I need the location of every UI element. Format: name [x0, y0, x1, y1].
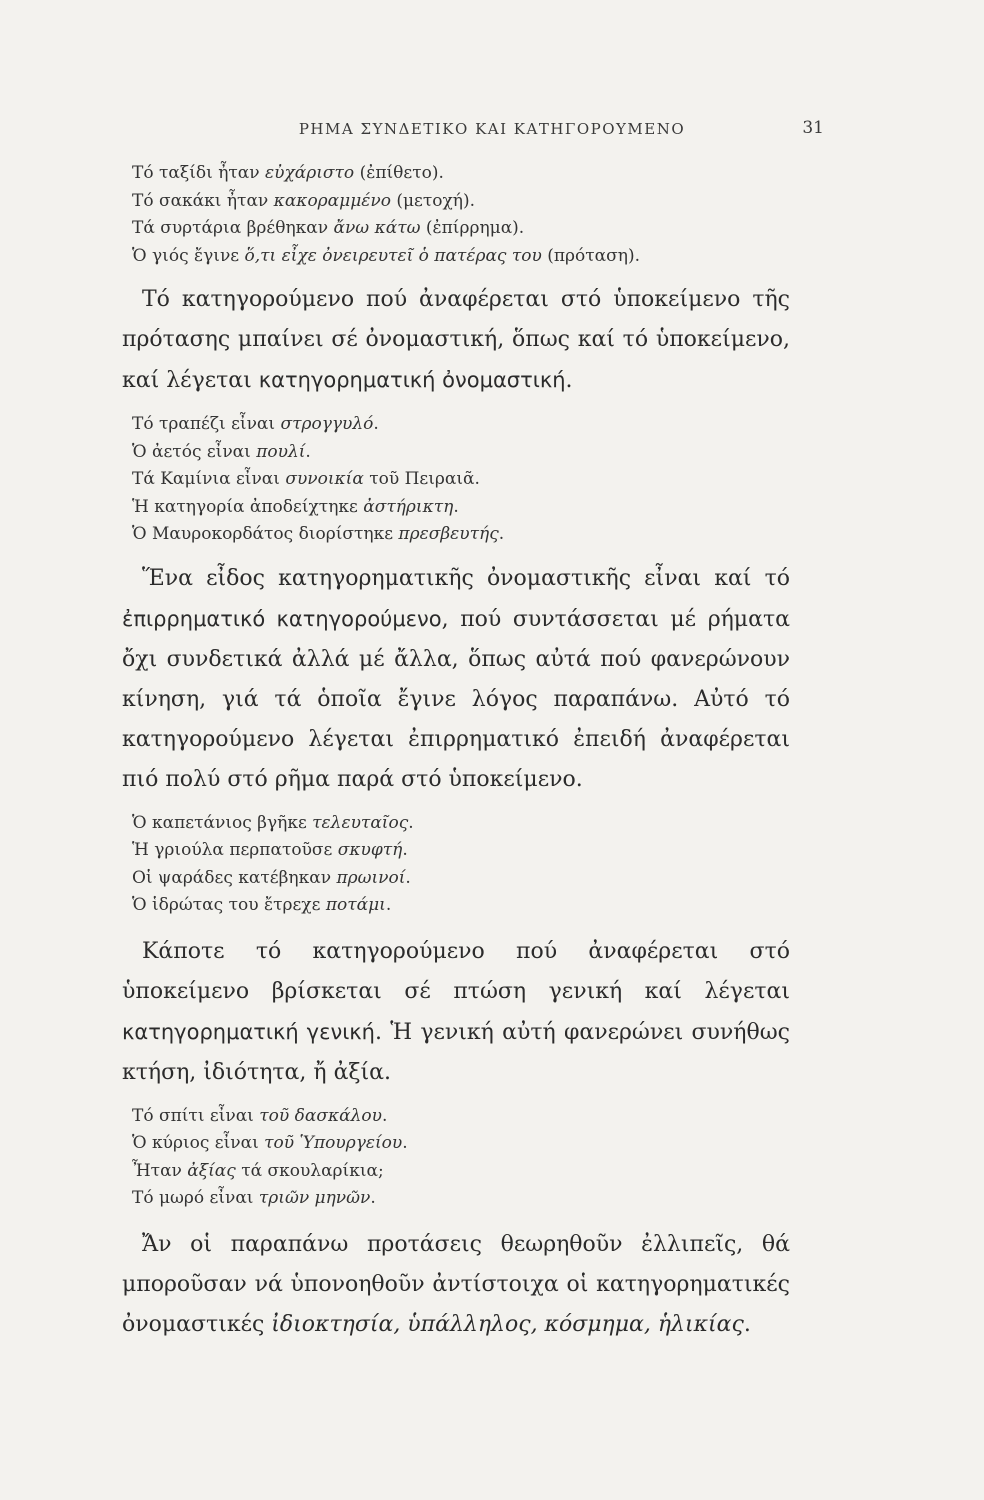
examples-group-4 — [122, 1103, 790, 1213]
example-line: Τό ταξίδι ἦταν εὐχάριστο (ἐπίθετο). — [132, 163, 444, 183]
example-line: Τό σπίτι εἶναι τοῦ δασκάλου. — [132, 1105, 388, 1126]
example-line: Οἱ ψαράδες κατέβηκαν πρωινοί. — [132, 867, 411, 888]
examples-group-3 — [122, 810, 790, 920]
term-highlight: κατηγορηματική ὀνομαστική — [258, 368, 566, 392]
example-line: Ὁ Μαυροκορδάτος διορίστηκε πρεσβευτής. — [132, 524, 505, 544]
paragraph-4: Ἄν οἱ παραπάνω προτάσεις θεωρηθοῦν ἐλλιπεῖς, θά μποροῦσαν νά ὑπονοηθοῦν ἀντίστοιχα οἱ κατηγορηματικές ὀνομαστικές ἰδιοκτησία, ὑπάλληλος, κόσμημα, ἡλικίας. — [122, 1231, 790, 1337]
example-line: Τό μωρό εἶναι τριῶν μηνῶν. — [132, 1188, 376, 1208]
example-line: Ὁ γιός ἔγινε ὅ,τι εἶχε ὀνειρευτεῖ ὁ πατέρας του (πρόταση). — [132, 245, 640, 266]
example-line: Ὁ ἱδρώτας του ἔτρεχε ποτάμι. — [132, 895, 392, 915]
paragraph-2: Ἕνα εἶδος κατηγορηματικῆς ὀνομαστικῆς εἶναι καί τό ἐπιρρηματικό κατηγορούμενο, πού συντάσσεται μέ ρήματα ὄχι συνδετικά ἀλλά μέ ἄλλα, ὅπως αὐτά πού φανερώνουν κίνηση, γιά τά ὁποῖα ἔγινε λόγος παραπάνω. Αὐτό τό κατηγορούμενο λέγεται ἐπιρρηματικό ἐπειδή ἀναφέρεται πιό πολύ στό ρῆμα παρά στό ὑποκείμενο. — [122, 565, 790, 792]
paragraph-1: Τό κατηγορούμενο πού ἀναφέρεται στό ὑποκείμενο τῆς πρότασης μπαίνει σέ ὀνομαστική, ὅπως καί τό ὑποκείμενο, καί λέγεται κατηγορηματική ὀνομαστική. — [122, 287, 790, 393]
term-highlight: κατηγορηματική γενική — [122, 1019, 375, 1044]
example-line: Ὁ καπετάνιος βγῆκε τελευταῖος. — [132, 812, 414, 833]
example-line: Ἡ γριούλα περπατοῦσε σκυφτή. — [132, 840, 408, 860]
term-highlight: ἐπιρρηματικό κατηγορούμενο — [122, 606, 442, 631]
page-content — [122, 160, 790, 1345]
example-line: Τό τραπέζι εἶναι στρογγυλό. — [132, 414, 379, 434]
example-line: Ὁ ἀετός εἶναι πουλί. — [132, 441, 311, 462]
paragraph-3: Κάποτε τό κατηγορούμενο πού ἀναφέρεται στό ὑποκείμενο βρίσκεται σέ πτώση γενική καί λέγεται κατηγορηματική γενική. Ἡ γενική αὐτή φανερώνει συνήθως κτήση, ἰδιότητα, ἤ ἀξία. — [122, 938, 790, 1085]
example-line: Ἡ κατηγορία ἀποδείχτηκε ἀστήρικτη. — [132, 496, 459, 517]
example-line: Ἦταν ἀξίας τά σκουλαρίκια; — [132, 1160, 384, 1181]
page-number: 31 — [802, 118, 824, 138]
example-line: Τά συρτάρια βρέθηκαν ἄνω κάτω (ἐπίρρημα). — [132, 218, 525, 238]
example-line: Τά Καμίνια εἶναι συνοικία τοῦ Πειραιᾶ. — [132, 469, 480, 489]
examples-group-1 — [122, 160, 790, 270]
running-head: ΡΗΜΑ ΣΥΝΔΕΤΙΚΟ ΚΑΙ ΚΑΤΗΓΟΡΟΥΜΕΝΟ — [298, 120, 686, 138]
examples-group-2 — [122, 411, 790, 549]
example-line: Τό σακάκι ἦταν κακοραμμένο (μετοχή). — [132, 190, 476, 211]
example-line: Ὁ κύριος εἶναι τοῦ Ὑπουργείου. — [132, 1133, 408, 1153]
